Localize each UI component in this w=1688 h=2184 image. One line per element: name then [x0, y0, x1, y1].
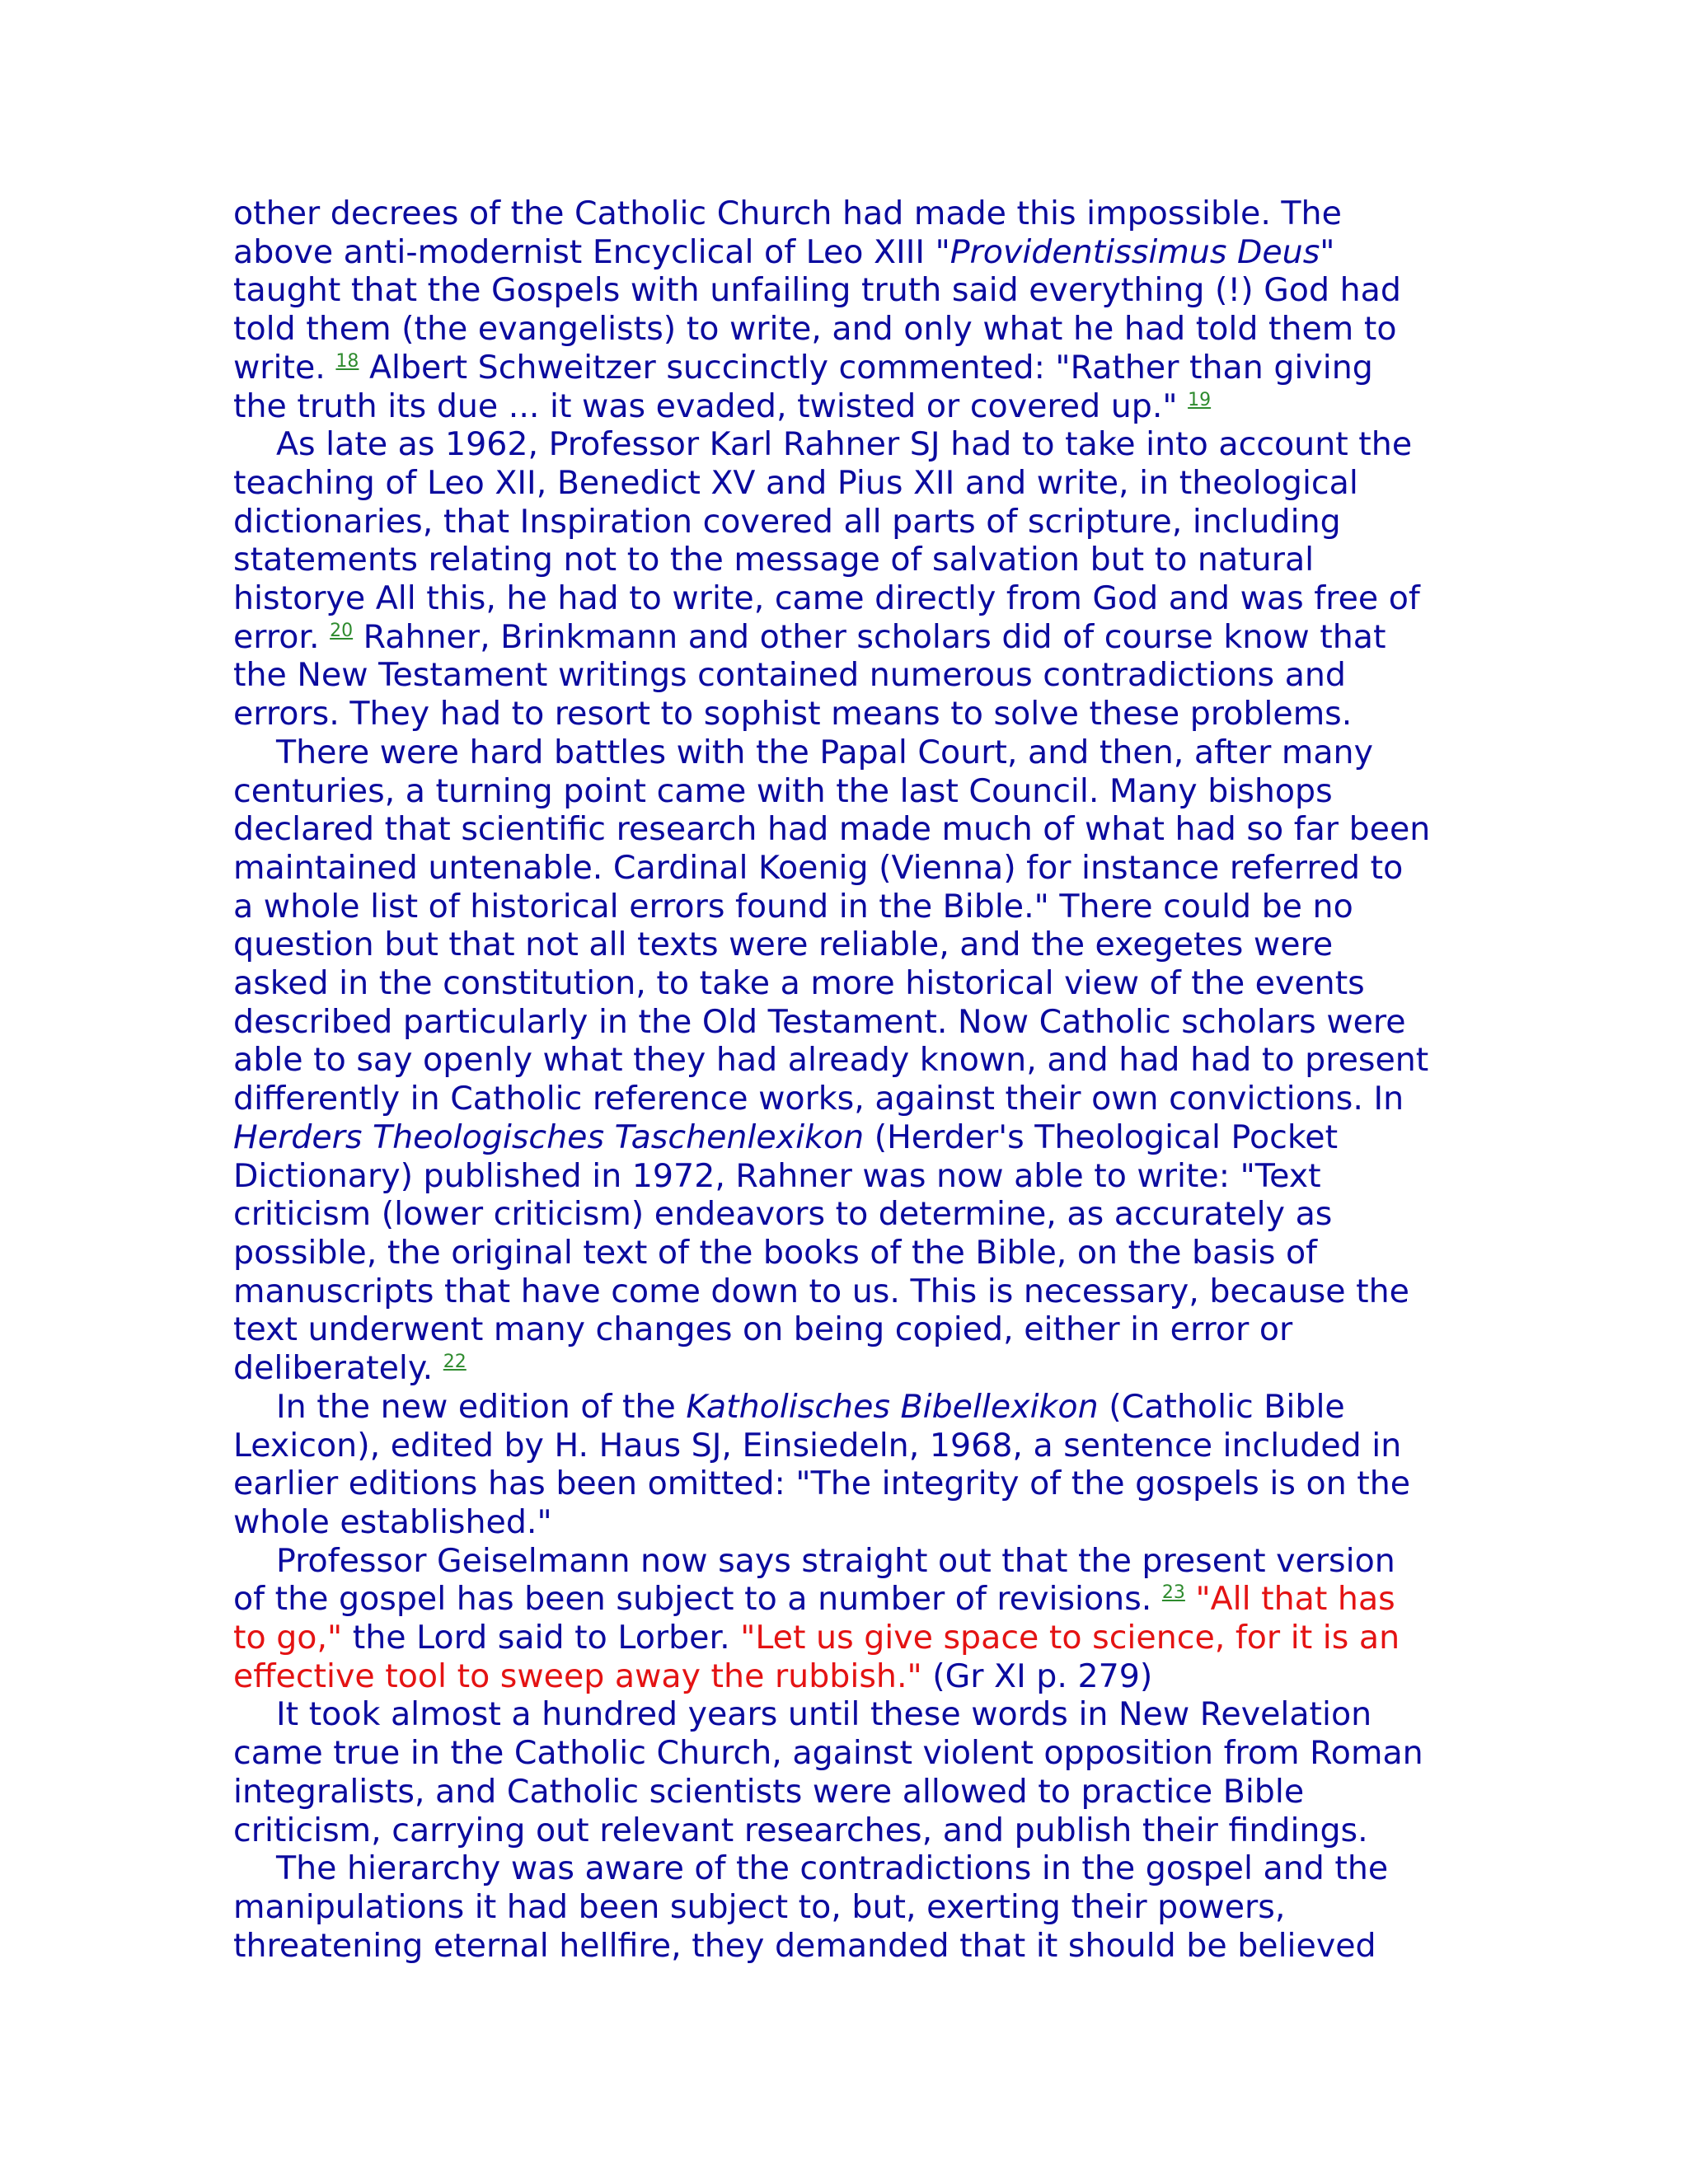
text-segment: dictionaries, that Inspiration covered all parts of scripture, including — [233, 502, 1341, 541]
text-line — [233, 1272, 1470, 1311]
text-segment: the New Testament writings contained numerous contradictions and — [233, 656, 1347, 695]
text-segment: statements relating not to the message of salvation but to natural — [233, 541, 1315, 579]
text-segment: above anti-modernist Encyclical of Leo XIII " — [233, 232, 950, 271]
text-segment: threatening eternal hellfire, they demanded that it should be believed — [233, 1926, 1376, 1965]
text-line — [233, 1080, 1470, 1118]
text-segment: possible, the original text of the books of the Bible, on the basis of — [233, 1233, 1318, 1272]
quoted-revelation-text: to go," — [233, 1619, 343, 1657]
footnote-link[interactable]: 22 — [443, 1352, 467, 1373]
text-line — [233, 1195, 1470, 1234]
text-segment: (Catholic Bible — [1098, 1387, 1345, 1426]
text-segment: As late as 1962, Professor Karl Rahner SJ had to take into account the — [276, 425, 1413, 464]
text-segment: earlier editions has been omitted: "The integrity of the gospels is on the — [233, 1465, 1411, 1503]
text-segment: able to say openly what they had already known, and had had to present — [233, 1041, 1429, 1080]
text-segment: maintained untenable. Cardinal Koenig (Vienna) for instance referred to — [233, 848, 1404, 887]
text-line — [233, 1542, 1470, 1581]
text-line — [233, 888, 1470, 926]
text-segment: (Gr XI p. 279) — [921, 1657, 1153, 1695]
text-segment: Professor Geiselmann now says straight out that the present version — [276, 1541, 1395, 1580]
text-segment: Dictionary) published in 1972, Rahner was now able to write: "Text — [233, 1156, 1321, 1195]
text-segment — [1185, 1580, 1196, 1618]
text-segment: " — [1320, 232, 1335, 271]
text-segment: centuries, a turning point came with the last Council. Many bishops — [233, 771, 1333, 810]
text-line — [233, 1695, 1470, 1734]
text-line — [233, 695, 1470, 733]
text-segment: of the gospel has been subject to a number of revisions. — [233, 1580, 1162, 1619]
text-line — [233, 1657, 1470, 1696]
text-line — [233, 1465, 1470, 1503]
text-segment: There were hard battles with the Papal Court, and then, after many — [276, 733, 1373, 771]
text-line — [233, 1619, 1470, 1657]
text-line — [233, 1234, 1470, 1272]
text-line — [233, 618, 1470, 657]
text-segment: question but that not all texts were reliable, and the exegetes were — [233, 926, 1334, 964]
text-segment: criticism, carrying out relevant researches, and publish their findings. — [233, 1811, 1368, 1849]
text-segment: manipulations it had been subject to, but, exerting their powers, — [233, 1887, 1286, 1926]
footnote-link[interactable]: 19 — [1188, 389, 1212, 410]
text-line — [233, 1349, 1470, 1388]
text-line — [233, 810, 1470, 849]
text-segment: differently in Catholic reference works, against their own convictions. In — [233, 1080, 1404, 1118]
text-segment: taught that the Gospels with unfailing truth said everything (!) God had — [233, 271, 1401, 310]
text-segment: The hierarchy was aware of the contradictions in the gospel and the — [276, 1849, 1389, 1888]
text-segment: a whole list of historical errors found in the Bible." There could be no — [233, 887, 1353, 926]
italic-title: Herders Theologisches Taschenlexikon — [233, 1118, 865, 1156]
quoted-revelation-text: effective tool to sweep away the rubbish." — [233, 1657, 922, 1695]
text-line — [233, 503, 1470, 541]
text-line — [233, 772, 1470, 811]
text-line — [233, 926, 1470, 964]
text-line — [233, 349, 1470, 387]
text-line — [233, 425, 1470, 464]
footnote-link[interactable]: 23 — [1161, 1582, 1185, 1604]
document-body — [233, 194, 1470, 1965]
text-segment: other decrees of the Catholic Church had made this impossible. The — [233, 194, 1342, 232]
text-segment: deliberately. — [233, 1349, 443, 1388]
text-line — [233, 1388, 1470, 1427]
text-line — [233, 656, 1470, 695]
text-segment: In the new edition of the — [276, 1387, 687, 1426]
text-segment: came true in the Catholic Church, against violent opposition from Roman — [233, 1734, 1423, 1773]
text-line — [233, 964, 1470, 1003]
text-segment: Lexicon), edited by H. Haus SJ, Einsiedeln, 1968, a sentence included in — [233, 1426, 1402, 1465]
text-line — [233, 464, 1470, 503]
text-line — [233, 1003, 1470, 1042]
text-segment: whole established." — [233, 1502, 552, 1541]
text-segment: told them (the evangelists) to write, and only what he had told them to — [233, 310, 1397, 349]
text-segment: described particularly in the Old Testament. Now Catholic scholars were — [233, 1002, 1406, 1041]
text-segment: errors. They had to resort to sophist means to solve these problems. — [233, 695, 1353, 733]
text-segment: Rahner, Brinkmann and other scholars did of course know that — [353, 617, 1386, 656]
quoted-revelation-text: "All that has — [1195, 1580, 1395, 1619]
footnote-link[interactable]: 20 — [330, 620, 354, 641]
text-segment: integralists, and Catholic scientists were allowed to practice Bible — [233, 1772, 1305, 1811]
text-line — [233, 271, 1470, 310]
text-line — [233, 1811, 1470, 1850]
text-segment: It took almost a hundred years until these words in New Revelation — [276, 1695, 1372, 1734]
italic-title: Katholisches Bibellexikon — [686, 1387, 1099, 1426]
text-segment: teaching of Leo XII, Benedict XV and Pius XII and write, in theological — [233, 463, 1358, 502]
text-segment: the Lord said to Lorber. — [342, 1619, 741, 1657]
text-line — [233, 194, 1470, 233]
text-line — [233, 387, 1470, 426]
text-line — [233, 1773, 1470, 1811]
text-segment: manuscripts that have come down to us. This is necessary, because the — [233, 1272, 1409, 1310]
text-line — [233, 310, 1470, 349]
text-line — [233, 1927, 1470, 1966]
text-segment: declared that scientific research had made much of what had so far been — [233, 810, 1431, 849]
text-line — [233, 849, 1470, 888]
text-segment: error. — [233, 617, 331, 656]
text-segment: text underwent many changes on being copied, either in error or — [233, 1310, 1293, 1349]
text-line — [233, 579, 1470, 618]
footnote-link[interactable]: 18 — [335, 350, 359, 372]
text-line — [233, 1503, 1470, 1542]
text-line — [233, 541, 1470, 579]
text-line — [233, 1157, 1470, 1196]
text-line — [233, 1118, 1470, 1157]
text-line — [233, 733, 1470, 772]
text-line — [233, 1310, 1470, 1349]
text-segment: the truth its due ... it was evaded, twisted or covered up." — [233, 387, 1189, 425]
text-segment: (Herder's Theological Pocket — [864, 1118, 1339, 1156]
text-line — [233, 233, 1470, 272]
text-segment: write. — [233, 348, 336, 387]
text-line — [233, 1849, 1470, 1888]
text-segment: asked in the constitution, to take a more historical view of the events — [233, 964, 1365, 1003]
text-segment: Albert Schweitzer succinctly commented: "Rather than giving — [359, 348, 1373, 387]
text-segment: criticism (lower criticism) endeavors to determine, as accurately as — [233, 1195, 1333, 1234]
text-line — [233, 1888, 1470, 1927]
text-segment: historye All this, he had to write, came directly from God and was free of — [233, 579, 1420, 618]
italic-title: Providentissimus Deus — [950, 232, 1320, 271]
text-line — [233, 1041, 1470, 1080]
quoted-revelation-text: "Let us give space to science, for it is an — [740, 1619, 1400, 1657]
text-line — [233, 1427, 1470, 1465]
text-line — [233, 1734, 1470, 1773]
text-line — [233, 1580, 1470, 1619]
